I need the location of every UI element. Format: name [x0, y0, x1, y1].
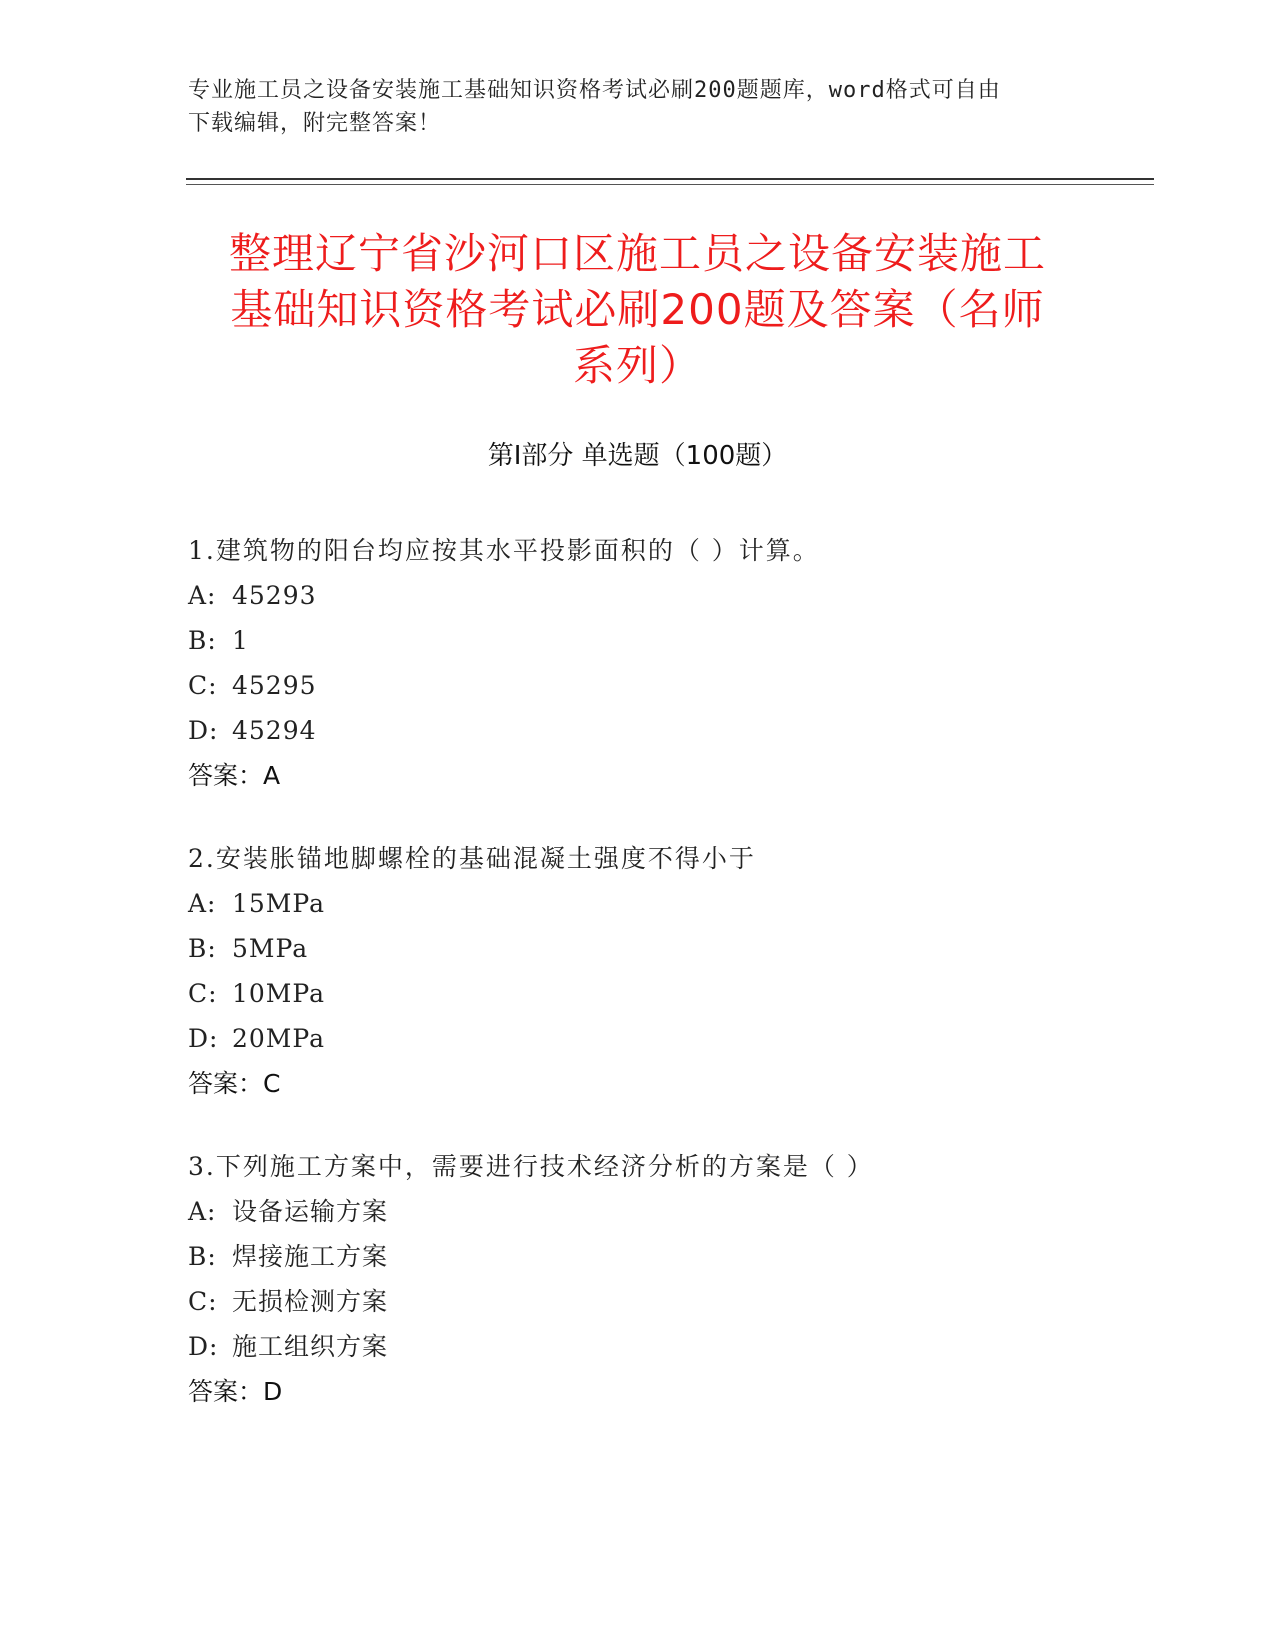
option-letter: D:: [188, 1332, 219, 1361]
option-letter: C:: [188, 1287, 218, 1316]
option-text: 20MPa: [232, 1024, 326, 1053]
option-letter: B:: [188, 1242, 217, 1271]
header-note-line-2: 下载编辑，附完整答案！: [188, 111, 442, 136]
option-letter: A:: [188, 889, 217, 918]
document-title-line-3: 系列）: [572, 341, 702, 390]
option-text: 15MPa: [232, 889, 326, 918]
option-c: [188, 663, 1148, 708]
option-a: [188, 1189, 1148, 1234]
answer: 答案：A: [188, 761, 281, 790]
option-c: [188, 971, 1148, 1016]
option-text: 施工组织方案: [232, 1332, 389, 1361]
question-stem: 2.安装胀锚地脚螺栓的基础混凝土强度不得小于: [188, 844, 756, 873]
option-c: [188, 1279, 1148, 1324]
option-a: [188, 881, 1148, 926]
header-divider-thin: [186, 184, 1154, 185]
question-2: [188, 836, 1148, 1106]
option-letter: C:: [188, 671, 218, 700]
option-text: 45295: [232, 671, 317, 700]
option-letter: D:: [188, 1024, 219, 1053]
document-title-line-1: 整理辽宁省沙河口区施工员之设备安装施工: [228, 229, 1046, 278]
header-note: [188, 74, 1088, 140]
option-letter: B:: [188, 626, 217, 655]
option-text: 10MPa: [232, 979, 326, 1008]
option-d: [188, 708, 1148, 753]
option-text: 设备运输方案: [232, 1197, 389, 1226]
question-list: [188, 528, 1148, 1452]
option-letter: A:: [188, 1197, 217, 1226]
question-stem: 1.建筑物的阳台均应按其水平投影面积的（ ）计算。: [188, 536, 820, 565]
option-a: [188, 573, 1148, 618]
option-text: 焊接施工方案: [232, 1242, 389, 1271]
option-text: 45294: [232, 716, 317, 745]
option-b: [188, 1234, 1148, 1279]
question-3: [188, 1144, 1148, 1414]
section-title: 第Ⅰ部分 单选题（100题）: [487, 441, 788, 471]
option-letter: D:: [188, 716, 219, 745]
option-text: 5MPa: [232, 934, 309, 963]
answer: 答案：D: [188, 1377, 283, 1406]
option-text: 1: [232, 626, 249, 655]
document-title-line-2: 基础知识资格考试必刷200题及答案（名师: [230, 285, 1045, 334]
option-d: [188, 1016, 1148, 1061]
option-letter: C:: [188, 979, 218, 1008]
header-divider-thick: [186, 178, 1154, 180]
option-text: 45293: [232, 581, 317, 610]
option-letter: A:: [188, 581, 217, 610]
header-note-line-1: 专业施工员之设备安装施工基础知识资格考试必刷200题题库，word格式可自由: [188, 78, 1001, 103]
option-text: 无损检测方案: [232, 1287, 389, 1316]
option-letter: B:: [188, 934, 217, 963]
option-d: [188, 1324, 1148, 1369]
question-stem: 3.下列施工方案中，需要进行技术经济分析的方案是（ ）: [188, 1152, 874, 1181]
document-title: [150, 226, 1125, 394]
answer: 答案：C: [188, 1069, 281, 1098]
question-1: [188, 528, 1148, 798]
option-b: [188, 618, 1148, 663]
option-b: [188, 926, 1148, 971]
